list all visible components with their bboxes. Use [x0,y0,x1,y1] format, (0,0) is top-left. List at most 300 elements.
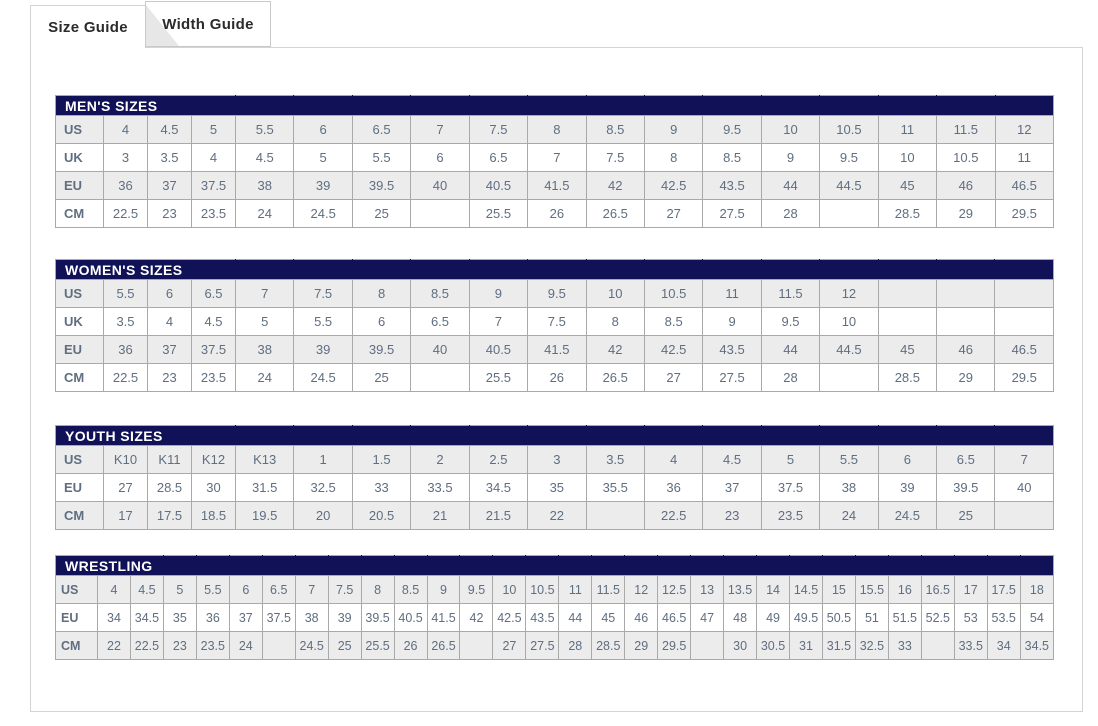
size-cell: 38 [236,336,294,364]
size-cell: 44.5 [820,336,878,364]
size-cell: 47 [691,604,724,632]
table-header-cell [921,556,954,576]
size-cell: 20.5 [352,502,410,530]
size-cell: 23 [703,502,761,530]
table-header-cell [528,260,586,280]
size-cell: 44 [761,336,819,364]
size-cell: 7 [995,446,1054,474]
table-header-cell [995,96,1053,116]
table-header-cell [703,260,761,280]
table-header-cell [644,426,702,446]
size-cell: 42.5 [644,336,702,364]
size-cell: 49 [757,604,790,632]
table-header-cell [559,556,592,576]
table-header-cell [196,556,229,576]
size-cell: 29 [937,200,995,228]
size-cell: 54 [1020,604,1053,632]
table-header-cell [163,556,196,576]
size-cell: 9 [703,308,761,336]
table-men-s-sizes [55,95,1054,228]
table-header-cell [411,96,469,116]
row-label-cm: CM [56,200,104,228]
size-cell: 24.5 [295,632,328,660]
size-cell: 6.5 [937,446,995,474]
table-row [56,632,1054,660]
size-cell: 12 [625,576,658,604]
size-cell: 26 [528,200,586,228]
tab-size-guide-label: Size Guide [48,19,128,36]
tab-width-guide-label: Width Guide [162,15,254,33]
size-cell: 27.5 [703,200,761,228]
size-cell: 26.5 [586,364,644,392]
table-header-cell [644,96,702,116]
size-cell: 37.5 [192,336,236,364]
table-header-cell [761,260,819,280]
size-cell: 39 [294,172,352,200]
size-cell [262,632,295,660]
tab-width-guide[interactable] [145,1,271,47]
size-cell: 27 [644,364,702,392]
size-cell: 42.5 [493,604,526,632]
size-cell: 6 [229,576,262,604]
size-cell: 25 [937,502,995,530]
size-cell: 35 [163,604,196,632]
size-cell: 27.5 [526,632,559,660]
size-cell: 13 [691,576,724,604]
size-cell: 5 [294,144,352,172]
size-cell: 10.5 [820,116,878,144]
size-cell: 23.5 [192,364,236,392]
table-header-cell [295,556,328,576]
size-cell: 6 [294,116,352,144]
size-cell: 25 [352,200,410,228]
size-cell: 19.5 [236,502,294,530]
size-cell: 35 [528,474,586,502]
table-row [56,336,1054,364]
size-cell: 40 [995,474,1054,502]
size-cell: 4.5 [192,308,236,336]
size-cell: 33 [352,474,410,502]
size-cell: 26.5 [586,200,644,228]
table-row [56,144,1054,172]
size-cell: 8 [586,308,644,336]
size-cell: 2 [411,446,469,474]
table-header-cell [411,260,469,280]
size-cell: 11 [995,144,1053,172]
table-header-cell [352,260,410,280]
size-cell: 28 [761,364,819,392]
size-cell: 40.5 [469,336,527,364]
size-cell: 40 [411,172,469,200]
size-cell: 9 [761,144,819,172]
table-title: WRESTLING [56,556,164,576]
size-cell: 31 [790,632,823,660]
size-cell: 7.5 [294,280,352,308]
size-cell [995,502,1054,530]
size-cell: 53.5 [987,604,1020,632]
table-header-cell [411,426,469,446]
table-header-cell [855,556,888,576]
size-cell: 43.5 [703,336,761,364]
size-cell: 42 [586,172,644,200]
size-cell: 11.5 [937,116,995,144]
size-cell: 28.5 [592,632,625,660]
size-cell: 39 [294,336,352,364]
table-row [56,308,1054,336]
table-header-cell [592,556,625,576]
size-cell: 34 [98,604,131,632]
size-cell: 44.5 [820,172,878,200]
size-cell: 4 [98,576,131,604]
size-cell: 48 [724,604,757,632]
size-cell: 11.5 [761,280,819,308]
size-cell: 46.5 [995,336,1054,364]
size-cell: 27 [104,474,148,502]
size-cell: 8.5 [394,576,427,604]
table-row [56,604,1054,632]
size-cell: 46 [625,604,658,632]
table-header-cell [995,426,1054,446]
size-cell: 26 [528,364,586,392]
size-cell: 8 [361,576,394,604]
table-header-cell [820,96,878,116]
size-cell: 31.5 [822,632,855,660]
size-cell: 27 [644,200,702,228]
table-header-cell [586,426,644,446]
size-cell: 40 [411,336,469,364]
size-cell: 37 [229,604,262,632]
table-header-cell [262,556,295,576]
size-cell: 14 [757,576,790,604]
size-cell: 4 [104,116,148,144]
row-label-us: US [56,280,104,308]
size-cell: 46 [937,336,995,364]
table-header-cell [493,556,526,576]
row-label-eu: EU [56,172,104,200]
size-cell: 34.5 [469,474,527,502]
table-header-cell [995,260,1054,280]
size-cell: 8.5 [703,144,761,172]
size-cell: 41.5 [528,172,586,200]
size-cell [820,200,878,228]
size-cell: 44 [761,172,819,200]
table-header-cell [586,260,644,280]
size-cell: 23 [148,200,192,228]
row-label-us: US [56,116,104,144]
row-label-cm: CM [56,502,104,530]
table-header-cell [294,96,352,116]
size-cell: 4.5 [130,576,163,604]
size-cell: 24 [820,502,878,530]
size-cell: 4.5 [703,446,761,474]
size-cell: 7 [528,144,586,172]
size-cell: 23 [148,364,192,392]
size-cell [460,632,493,660]
table-header-cell [820,426,878,446]
size-cell: 5 [163,576,196,604]
size-cell: 37.5 [761,474,819,502]
table-header-cell [703,426,761,446]
size-cell: 33 [888,632,921,660]
size-cell: 34 [987,632,1020,660]
size-cell: 40.5 [394,604,427,632]
row-label-cm: CM [56,632,98,660]
size-cell: 7.5 [328,576,361,604]
size-cell: 24 [236,364,294,392]
size-cell: 37 [703,474,761,502]
size-cell: 9.5 [460,576,493,604]
size-cell: 8.5 [411,280,469,308]
table-row [56,576,1054,604]
size-cell: 9 [644,116,702,144]
size-cell: 38 [820,474,878,502]
size-cell: 17.5 [987,576,1020,604]
size-cell [586,502,644,530]
size-cell: 5.5 [236,116,294,144]
size-cell: 24.5 [294,200,352,228]
table-header-cell [820,260,878,280]
size-cell: 6 [411,144,469,172]
size-cell [820,364,878,392]
table-header-cell [822,556,855,576]
table-header-cell [229,556,262,576]
size-cell: 41.5 [427,604,460,632]
table-header-cell [427,556,460,576]
size-cell: 8 [644,144,702,172]
size-cell: 23.5 [196,632,229,660]
size-cell: 5.5 [352,144,410,172]
size-cell: 36 [196,604,229,632]
size-cell: 10 [820,308,878,336]
size-cell: 13.5 [724,576,757,604]
size-cell: 16 [888,576,921,604]
size-cell: 5.5 [104,280,148,308]
size-cell: 38 [236,172,294,200]
size-cell: 24.5 [878,502,936,530]
size-cell: 4 [644,446,702,474]
size-cell: 25 [352,364,410,392]
size-cell [937,308,995,336]
size-cell: 42 [586,336,644,364]
size-cell: 45 [878,172,936,200]
size-cell: 5 [761,446,819,474]
size-cell [411,200,469,228]
table-header-cell [790,556,823,576]
size-cell [937,280,995,308]
size-cell: 18.5 [192,502,236,530]
size-cell: 24 [236,200,294,228]
table-header-cell [469,260,527,280]
size-cell: 7 [236,280,294,308]
size-cell: 11 [703,280,761,308]
size-cell: 4 [148,308,192,336]
size-cell: 4.5 [148,116,192,144]
table-header-cell [644,260,702,280]
size-cell: 26 [394,632,427,660]
size-cell: 22 [528,502,586,530]
row-label-eu: EU [56,604,98,632]
size-cell: 28 [761,200,819,228]
size-cell: 30.5 [757,632,790,660]
size-cell: K10 [104,446,148,474]
table-header-cell [460,556,493,576]
table-header-cell [528,426,586,446]
size-cell: K11 [148,446,192,474]
table-header-cell [987,556,1020,576]
size-cell: 3 [104,144,148,172]
size-cell: 51.5 [888,604,921,632]
size-cell [878,280,936,308]
size-cell: 43.5 [703,172,761,200]
size-cell: 37 [148,336,192,364]
table-header-cell [294,260,352,280]
size-cell: 23.5 [761,502,819,530]
size-cell: 22.5 [644,502,702,530]
table-header-cell [361,556,394,576]
size-cell: 9 [469,280,527,308]
size-cell: 5.5 [294,308,352,336]
table-header-cell [469,96,527,116]
table-header-cell [658,556,691,576]
size-cell: 10 [586,280,644,308]
size-cell: 5.5 [196,576,229,604]
table-header-cell [352,96,410,116]
size-cell: 3.5 [104,308,148,336]
row-label-uk: UK [56,144,104,172]
size-cell: 39.5 [361,604,394,632]
size-cell: 11.5 [592,576,625,604]
size-cell: 44 [559,604,592,632]
size-cell [995,308,1054,336]
size-cell: 22 [98,632,131,660]
size-cell: 21 [411,502,469,530]
size-cell: 6.5 [192,280,236,308]
size-cell: 28 [559,632,592,660]
table-header-cell [236,260,294,280]
table-header-cell [954,556,987,576]
size-cell: 7.5 [469,116,527,144]
size-cell: 8 [528,116,586,144]
size-cell: 46.5 [995,172,1053,200]
size-cell: 33.5 [954,632,987,660]
size-cell: 29.5 [995,364,1054,392]
table-header-cell [878,260,936,280]
size-cell: 52.5 [921,604,954,632]
size-cell: 36 [104,336,148,364]
size-cell: 36 [644,474,702,502]
table-header-cell [937,426,995,446]
tab-size-guide[interactable] [30,5,145,49]
size-cell: 22.5 [104,364,148,392]
size-cell: 28.5 [878,200,936,228]
size-guide-panel [30,47,1083,712]
size-cell: 5.5 [820,446,878,474]
size-cell: 39 [878,474,936,502]
size-cell: 7.5 [586,144,644,172]
size-cell: 27 [493,632,526,660]
table-row [56,280,1054,308]
size-cell: K13 [236,446,294,474]
table-row [56,200,1054,228]
size-cell: 16.5 [921,576,954,604]
table-header-cell [294,426,352,446]
size-cell: 11 [878,116,936,144]
size-cell: 30 [192,474,236,502]
size-cell: 5 [236,308,294,336]
size-cell: 3.5 [148,144,192,172]
size-cell: 6.5 [352,116,410,144]
size-cell: 31.5 [236,474,294,502]
size-cell: 17.5 [148,502,192,530]
table-women-s-sizes [55,259,1054,392]
size-cell: 22.5 [130,632,163,660]
size-cell: 32.5 [294,474,352,502]
size-cell: 4 [192,144,236,172]
size-cell: 15 [822,576,855,604]
table-header-cell [761,426,819,446]
size-cell: 35.5 [586,474,644,502]
size-cell: 25 [328,632,361,660]
size-cell: 33.5 [411,474,469,502]
table-header-cell [1020,556,1053,576]
size-cell: 6.5 [262,576,295,604]
table-header-cell [625,556,658,576]
size-cell: 7 [469,308,527,336]
table-header-cell [888,556,921,576]
size-cell: 9.5 [820,144,878,172]
size-cell: 26.5 [427,632,460,660]
size-cell [411,364,469,392]
table-header-cell [236,96,294,116]
table-header-cell [703,96,761,116]
size-cell: 45 [878,336,936,364]
table-row [56,502,1054,530]
size-cell: 7 [295,576,328,604]
size-cell: 9 [427,576,460,604]
size-cell [995,280,1054,308]
table-row [56,364,1054,392]
table-header-cell [724,556,757,576]
table-header-cell [757,556,790,576]
size-cell: 32.5 [855,632,888,660]
row-label-us: US [56,576,98,604]
size-cell: 10.5 [526,576,559,604]
size-cell: 21.5 [469,502,527,530]
size-cell: 7.5 [528,308,586,336]
size-cell: 6 [878,446,936,474]
size-cell: 46 [937,172,995,200]
size-cell: 9.5 [761,308,819,336]
size-cell: 10.5 [937,144,995,172]
size-cell: 53 [954,604,987,632]
size-cell: 49.5 [790,604,823,632]
size-cell: 12.5 [658,576,691,604]
table-header-cell [528,96,586,116]
size-cell: 37.5 [192,172,236,200]
size-cell: 37.5 [262,604,295,632]
size-cell: 43.5 [526,604,559,632]
size-cell: 42 [460,604,493,632]
size-cell: 39 [328,604,361,632]
size-cell: 39.5 [352,172,410,200]
size-cell: 42.5 [644,172,702,200]
size-cell: 9.5 [703,116,761,144]
table-header-cell [352,426,410,446]
size-cell: 36 [104,172,148,200]
size-cell: 29.5 [658,632,691,660]
table-row [56,446,1054,474]
table-header-cell [878,96,936,116]
